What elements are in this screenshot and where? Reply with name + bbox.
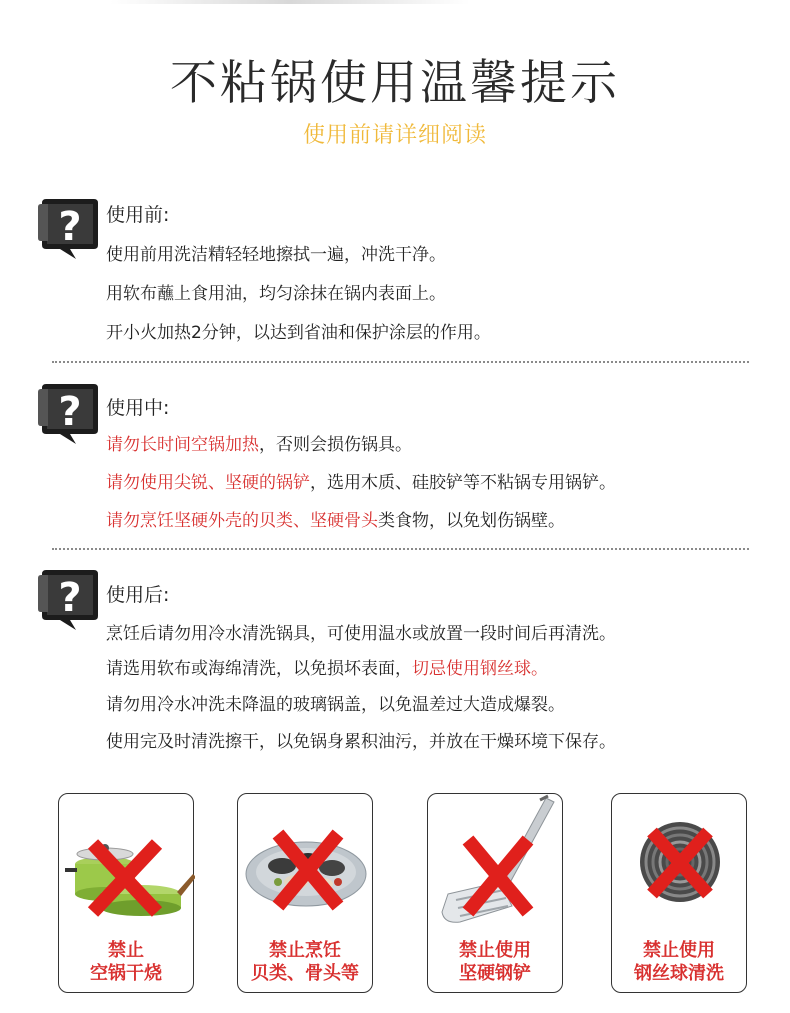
- card-hard-spatula: [427, 793, 563, 993]
- question-bubble-icon: [36, 380, 102, 446]
- warning-text: 切忌使用钢丝球。: [412, 659, 548, 679]
- section-after-use: [36, 566, 756, 766]
- card-steel-wool: [611, 793, 747, 993]
- line-text: 请勿用冷水冲洗未降温的玻璃锅盖，以免温差过大造成爆裂。: [106, 695, 565, 715]
- line-text: 用软布蘸上食用油，均匀涂抹在锅内表面上。: [106, 284, 446, 304]
- card-label-line2: 钢丝球清洗: [634, 963, 724, 984]
- card-label-line1: 禁止使用: [459, 940, 531, 961]
- seafood-plate-image: [238, 794, 374, 934]
- card-label-line1: 禁止: [108, 940, 144, 961]
- section-during-use: [36, 380, 756, 530]
- section-line: [106, 431, 412, 459]
- section-title: 使用中:: [106, 397, 170, 419]
- line-text: 请选用软布或海绵清洗，以免损坏表面，: [106, 659, 412, 679]
- line-text: 开小火加热2分钟，以达到省油和保护涂层的作用。: [106, 323, 491, 343]
- section-line: [106, 241, 446, 269]
- warning-text: 请勿烹饪坚硬外壳的贝类、坚硬骨头: [106, 511, 378, 531]
- card-label-line1: 禁止烹饪: [269, 940, 341, 961]
- section-line: [106, 280, 446, 308]
- dotted-divider: [52, 361, 749, 363]
- question-bubble-icon: [36, 195, 102, 261]
- section-line: [106, 728, 616, 756]
- section-title: 使用后:: [106, 584, 170, 606]
- section-before-use: [36, 195, 756, 345]
- section-line: [106, 691, 565, 719]
- page-title: 不粘锅使用温馨提示: [170, 56, 620, 111]
- line-text: 使用完及时清洗擦干，以免锅身累积油污，并放在干燥环境下保存。: [106, 732, 616, 752]
- line-text: ，否则会损伤锅具。: [259, 435, 412, 455]
- card-label-line2: 空锅干烧: [90, 963, 162, 984]
- card-label-line2: 贝类、骨头等: [251, 963, 359, 984]
- section-line: [106, 319, 491, 347]
- card-label-line2: 坚硬钢铲: [459, 963, 531, 984]
- warning-text: 请勿长时间空锅加热: [106, 435, 259, 455]
- top-decorative-line: [110, 0, 470, 4]
- section-title: 使用前:: [106, 204, 170, 226]
- section-line: [106, 655, 548, 683]
- card-shellfish-bones: [237, 793, 373, 993]
- line-text: ，选用木质、硅胶铲等不粘锅专用锅铲。: [310, 473, 616, 493]
- section-line: [106, 620, 616, 648]
- section-line: [106, 507, 565, 535]
- dotted-divider: [52, 548, 749, 550]
- card-label-line1: 禁止使用: [643, 940, 715, 961]
- steel-wool-ball-image: [612, 794, 748, 934]
- warning-text: 请勿使用尖锐、坚硬的锅铲: [106, 473, 310, 493]
- steel-spatula-image: [428, 794, 564, 934]
- line-text: 类食物，以免划伤锅壁。: [378, 511, 565, 531]
- page-subtitle: 使用前请详细阅读: [302, 123, 487, 148]
- section-line: [106, 469, 616, 497]
- line-text: 使用前用洗洁精轻轻地擦拭一遍，冲洗干净。: [106, 245, 446, 265]
- line-text: 烹饪后请勿用冷水清洗锅具，可使用温水或放置一段时间后再清洗。: [106, 624, 616, 644]
- card-empty-pot-heating: [58, 793, 194, 993]
- question-bubble-icon: [36, 566, 102, 632]
- green-pots-image: [59, 794, 195, 934]
